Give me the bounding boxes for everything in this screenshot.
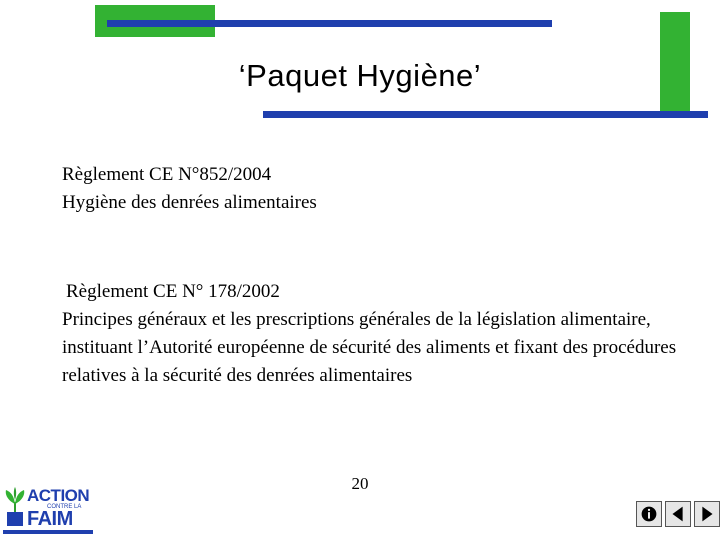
section-1-heading: Règlement CE N°852/2004 — [62, 164, 272, 185]
next-slide-button[interactable] — [694, 501, 720, 527]
page-number: 20 — [351, 474, 369, 493]
action-contre-la-faim-logo — [3, 486, 95, 536]
plant-icon — [3, 486, 27, 528]
decor-blue-bar-top — [107, 20, 552, 27]
section-2-heading: Règlement CE N° 178/2002 — [66, 281, 280, 302]
logo-text-contre: CONTRE LA — [47, 504, 82, 510]
triangle-right-icon — [695, 502, 719, 526]
section-2 — [62, 278, 702, 390]
section-1-body: Hygiène des denrées alimentaires — [62, 192, 317, 213]
logo-text-faim: FAIM — [27, 508, 73, 530]
section-1 — [62, 161, 702, 217]
section-2-body: Principes généraux et les prescriptions générales de la législation alimentaire, instituant l’Autorité européenne de sécurité des aliments et fixant des procédures relatives à la sécurité des denrées alimentaires — [62, 309, 677, 386]
previous-slide-button[interactable] — [665, 501, 691, 527]
info-button[interactable] — [636, 501, 662, 527]
logo-strip — [3, 530, 93, 534]
slide-title: ‘Paquet Hygiène’ — [238, 58, 482, 93]
logo-text-action: ACTION — [27, 486, 90, 505]
triangle-left-icon — [666, 502, 690, 526]
decor-blue-bar-right — [263, 111, 708, 118]
info-icon — [637, 502, 661, 526]
